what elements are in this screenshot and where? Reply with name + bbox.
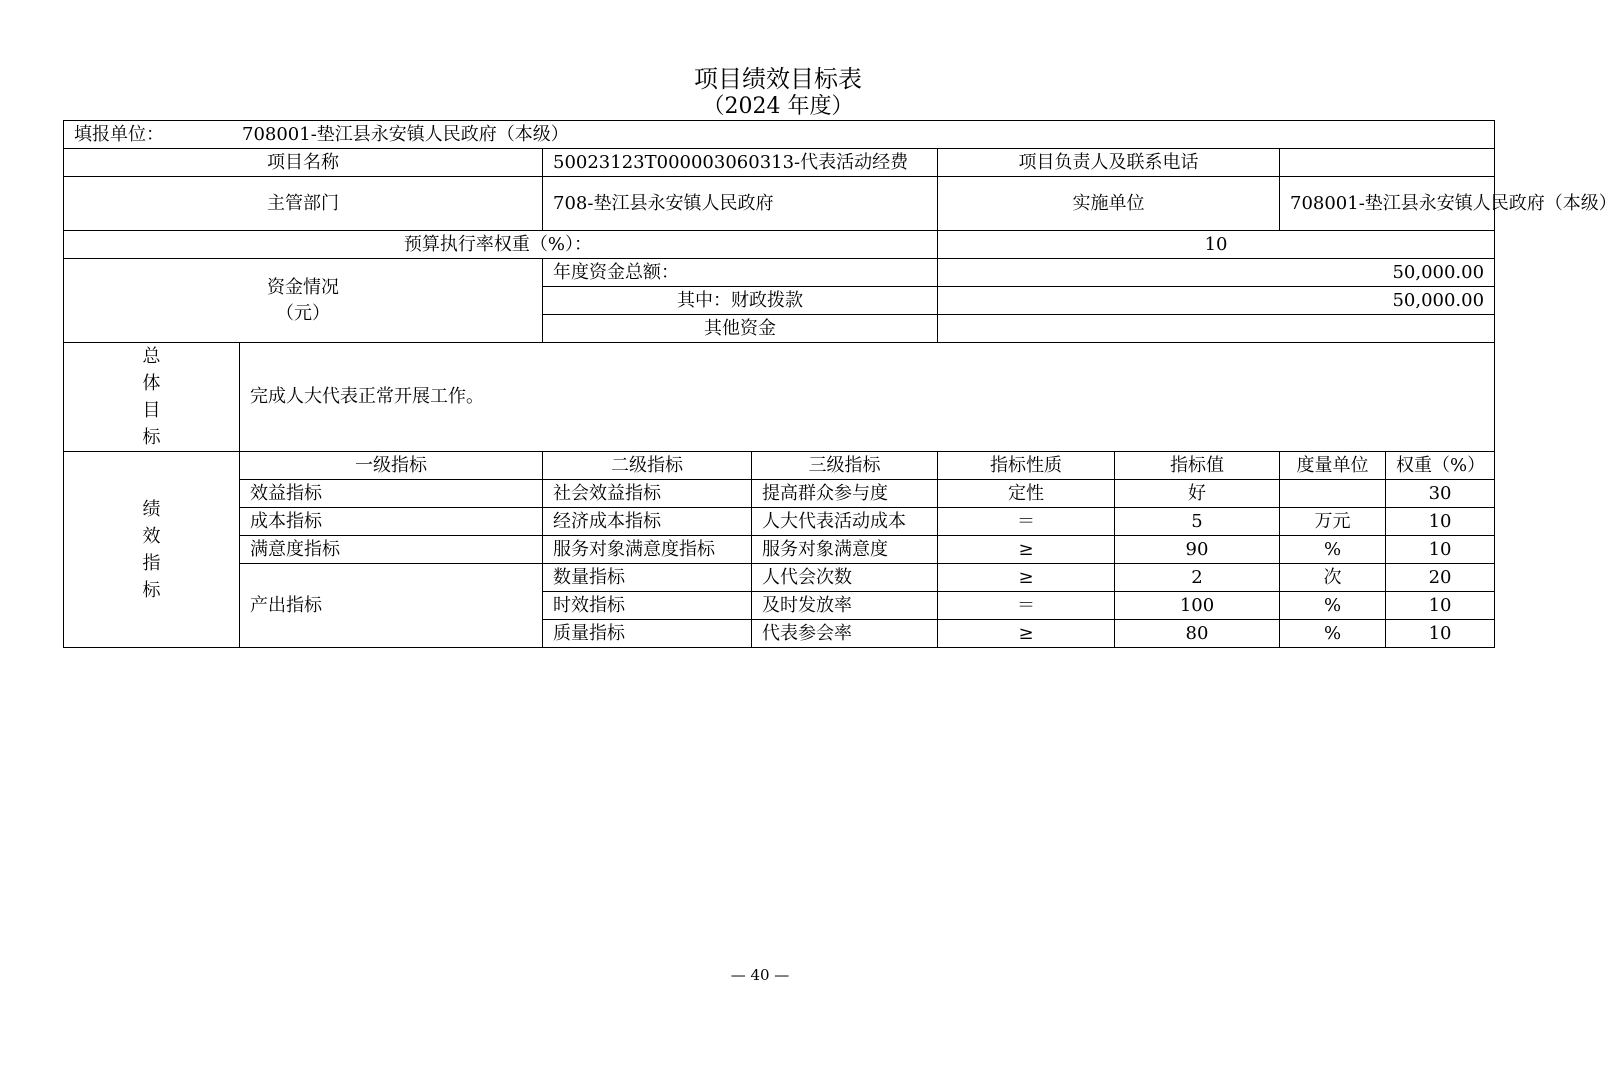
goal-label-char: 体 [142,373,161,394]
goal-label [64,343,240,452]
unit-cell [64,121,1495,149]
budget-weight-value: 10 [938,231,1495,259]
page-title: 项目绩效目标表 [694,65,862,93]
fund-fiscal-label: 其中：财政拨款 [543,287,938,315]
nature-cell: ≥ [938,536,1115,564]
fund-total-row [64,259,1495,287]
level3-cell: 服务对象满意度 [752,536,938,564]
header-unit: 度量单位 [1280,452,1386,480]
header-level3: 三级指标 [752,452,938,480]
value-cell: 5 [1115,508,1280,536]
impl-label: 实施单位 [938,177,1280,231]
page-number: — 40 — [730,966,790,984]
fund-fiscal-value: 50,000.00 [938,287,1495,315]
goal-row [64,343,1495,452]
weight-cell: 10 [1386,536,1495,564]
table-row [64,508,1495,536]
performance-table [63,120,1617,648]
level2-cell: 数量指标 [543,564,752,592]
header-nature: 指标性质 [938,452,1115,480]
level3-cell: 人代会次数 [752,564,938,592]
perf-label-char: 标 [142,579,161,601]
project-name-label: 项目名称 [64,149,543,177]
fund-other-label: 其他资金 [543,315,938,343]
dept-value: 708-垫江县永安镇人民政府 [543,177,938,231]
perf-label-char: 指 [142,552,161,574]
unit-cell: 次 [1280,564,1386,592]
unit-cell: % [1280,620,1386,648]
weight-cell: 10 [1386,592,1495,620]
goal-label-char: 总 [142,346,161,367]
header-level2: 二级指标 [543,452,752,480]
level3-cell: 代表参会率 [752,620,938,648]
perf-label-char: 绩 [142,498,161,520]
value-cell: 80 [1115,620,1280,648]
fund-unit: （元） [276,302,330,324]
level2-cell: 服务对象满意度指标 [543,536,752,564]
value-cell: 90 [1115,536,1280,564]
fund-other-value [938,315,1495,343]
level2-cell: 质量指标 [543,620,752,648]
dept-row [64,177,1495,231]
table-row [64,564,1495,592]
goal-label-char: 目 [142,400,161,421]
contact-label: 项目负责人及联系电话 [938,149,1280,177]
unit-label: 填报单位： [74,123,164,145]
level2-cell: 时效指标 [543,592,752,620]
fund-total-value: 50,000.00 [938,259,1495,287]
level3-cell: 及时发放率 [752,592,938,620]
level1-cell: 成本指标 [240,508,543,536]
header-value: 指标值 [1115,452,1280,480]
weight-cell: 30 [1386,480,1495,508]
nature-cell: ≥ [938,620,1115,648]
page-subtitle: （2024 年度） [702,94,854,119]
perf-label-char: 效 [142,525,161,547]
value-cell: 2 [1115,564,1280,592]
table-row [64,536,1495,564]
nature-cell: ＝ [938,508,1115,536]
perf-label [64,452,240,648]
unit-cell: % [1280,592,1386,620]
project-name-row [64,149,1495,177]
unit-cell: % [1280,536,1386,564]
unit-row [64,121,1495,149]
fund-label-cell [64,259,543,343]
nature-cell: 定性 [938,480,1115,508]
goal-text: 完成人大代表正常开展工作。 [240,343,1495,452]
header-level1: 一级指标 [240,452,543,480]
unit-cell: 万元 [1280,508,1386,536]
dept-label: 主管部门 [64,177,543,231]
goal-label-char: 标 [142,427,161,448]
contact-value [1280,149,1495,177]
unit-value: 708001-垫江县永安镇人民政府（本级） [242,123,569,145]
unit-cell [1280,480,1386,508]
level1-cell: 满意度指标 [240,536,543,564]
nature-cell: ≥ [938,564,1115,592]
level2-cell: 经济成本指标 [543,508,752,536]
budget-weight-label: 预算执行率权重（%）： [64,231,938,259]
fund-total-label: 年度资金总额： [543,259,938,287]
level1-cell: 效益指标 [240,480,543,508]
impl-value: 708001-垫江县永安镇人民政府（本级） [1280,177,1495,231]
level1-cell: 产出指标 [240,564,543,648]
weight-cell: 10 [1386,508,1495,536]
nature-cell: ＝ [938,592,1115,620]
fund-label: 资金情况 [267,276,339,298]
level3-cell: 提高群众参与度 [752,480,938,508]
project-name-value: 50023123T000003060313-代表活动经费 [543,149,938,177]
value-cell: 好 [1115,480,1280,508]
table-row [64,480,1495,508]
level2-cell: 社会效益指标 [543,480,752,508]
level3-cell: 人大代表活动成本 [752,508,938,536]
weight-cell: 20 [1386,564,1495,592]
header-row [64,452,1495,480]
budget-weight-row [64,231,1495,259]
header-weight: 权重（%） [1386,452,1495,480]
weight-cell: 10 [1386,620,1495,648]
value-cell: 100 [1115,592,1280,620]
